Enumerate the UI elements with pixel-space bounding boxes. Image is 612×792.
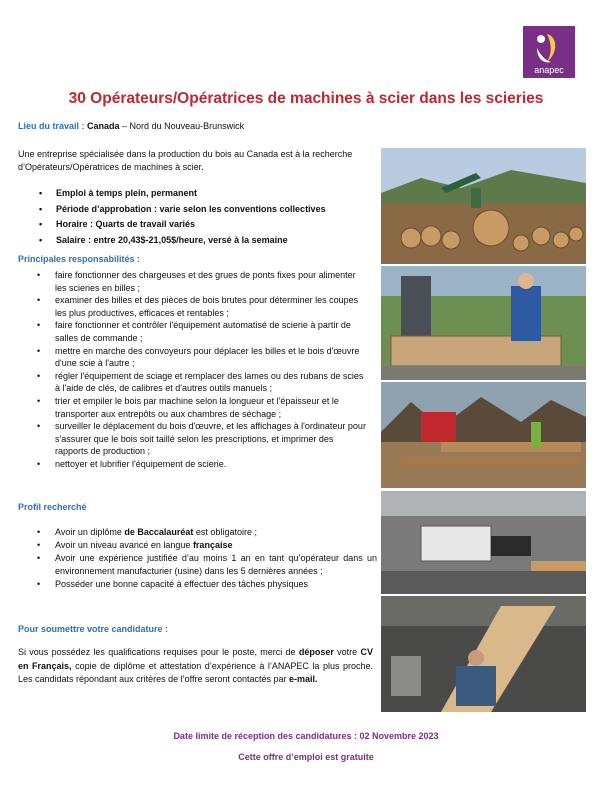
intro-paragraph: Une entreprise spécialisée dans la production du bois au Canada est à la recherche d’Opérateurs/Opératrices de machines à scier. (18, 149, 353, 172)
profile-item-text: Avoir un diplôme (55, 527, 125, 537)
application-text: copie de diplôme et attestation d’expérience à l’ANAPEC la plus proche. Les candidats répondant aux critères de l’offre seront contactés par (18, 660, 374, 684)
deadline-text: Date limite de réception des candidatures : 02 Novembre 2023 (173, 731, 439, 741)
responsibility-item: • régler l'équipement de sciage et remplacer des lames ou des rubans de scies à l'aide de clés, de calibres et d'autres outils manuels ; (37, 370, 367, 395)
application-bold: déposer (298, 647, 334, 657)
profile-item: • Posséder une bonne capacité à effectuer des tâches physiques (37, 578, 377, 591)
anapec-logo (523, 26, 575, 78)
job-location (18, 121, 244, 131)
responsibility-item: • nettoyer et lubrifier l'équipement de scierie. (37, 458, 367, 471)
profile-item (37, 539, 377, 552)
photo-log-processing (381, 596, 586, 712)
condition-item: • Emploi à temps plein, permanent (37, 186, 326, 202)
responsibilities-list (37, 269, 367, 471)
profile-list (37, 526, 377, 591)
responsibility-item: • faire fonctionner des chargeuses et des grues de ponts fixes pour alimenter les scieries en billes ; (37, 269, 367, 294)
profile-item-bold: de Baccalauréat (124, 527, 194, 537)
application-bold: CV en Français, (18, 647, 373, 671)
photo-mill-interior (381, 491, 586, 594)
profile-item (37, 526, 377, 539)
application-paragraph (18, 646, 373, 687)
photo-forest-machinery (381, 382, 586, 488)
location-country: Canada (87, 121, 120, 131)
application-text: Si vous possédez les qualifications requises pour le poste, merci de (18, 647, 299, 657)
profile-item-text: est obligatoire ; (193, 527, 257, 537)
responsibility-item: • mettre en marche des convoyeurs pour déplacer les billes et le bois d'œuvre d'une scie à l'autre ; (37, 345, 367, 370)
application-bold: e-mail. (289, 674, 318, 684)
profile-item-bold: française (192, 540, 233, 550)
application-text: votre (333, 647, 361, 657)
location-label: Lieu du travail : (18, 121, 85, 131)
condition-item: • Salaire : entre 20,43$-21,05$/heure, versé à la semaine (37, 233, 326, 249)
logo-text: anapec (534, 65, 564, 75)
condition-item: • Horaire : Quarts de travail variés (37, 217, 326, 233)
responsibility-item: • trier et empiler le bois par machine selon la longueur et l'épaisseur et le transporter aux entrepôts ou aux chambres de séchage ; (37, 395, 367, 420)
photo-log-yard (381, 148, 586, 264)
location-region: – Nord du Nouveau-Brunswick (119, 121, 245, 131)
photo-sawmill-worker (381, 266, 586, 380)
condition-item: • Période d’approbation : varie selon les conventions collectives (37, 202, 326, 218)
responsibility-item: • faire fonctionner et contrôler l'équipement automatisé de scierie à partir de salles de commande ; (37, 319, 367, 344)
responsibility-item: • examiner des billes et des pièces de bois brutes pour déterminer les coupes les plus productives, efficaces et rentables ; (37, 294, 367, 319)
profile-heading: Profil recherché (18, 502, 87, 512)
job-conditions-list (37, 186, 326, 248)
application-heading: Pour soumettre votre candidature : (18, 624, 169, 634)
page-title: 30 Opérateurs/Opératrices de machines à scier dans les scieries (68, 90, 544, 107)
responsibilities-heading: Principales responsabilités : (18, 254, 141, 264)
responsibility-item: • surveiller le déplacement du bois d'œuvre, et les affichages à l'ordinateur pour s'assurer que le bois soit taillé selon les prescriptions, et imprimer des rapports de production ; (37, 420, 367, 458)
free-offer-text: Cette offre d’emploi est gratuite (238, 752, 374, 762)
profile-item-text: Avoir un niveau avancé en langue (55, 540, 193, 550)
profile-item: • Avoir une expérience justifiée d’au moins 1 an en tant qu’opérateur dans un environnement manufacturier (usine) dans les 5 dernières années ; (37, 552, 377, 578)
